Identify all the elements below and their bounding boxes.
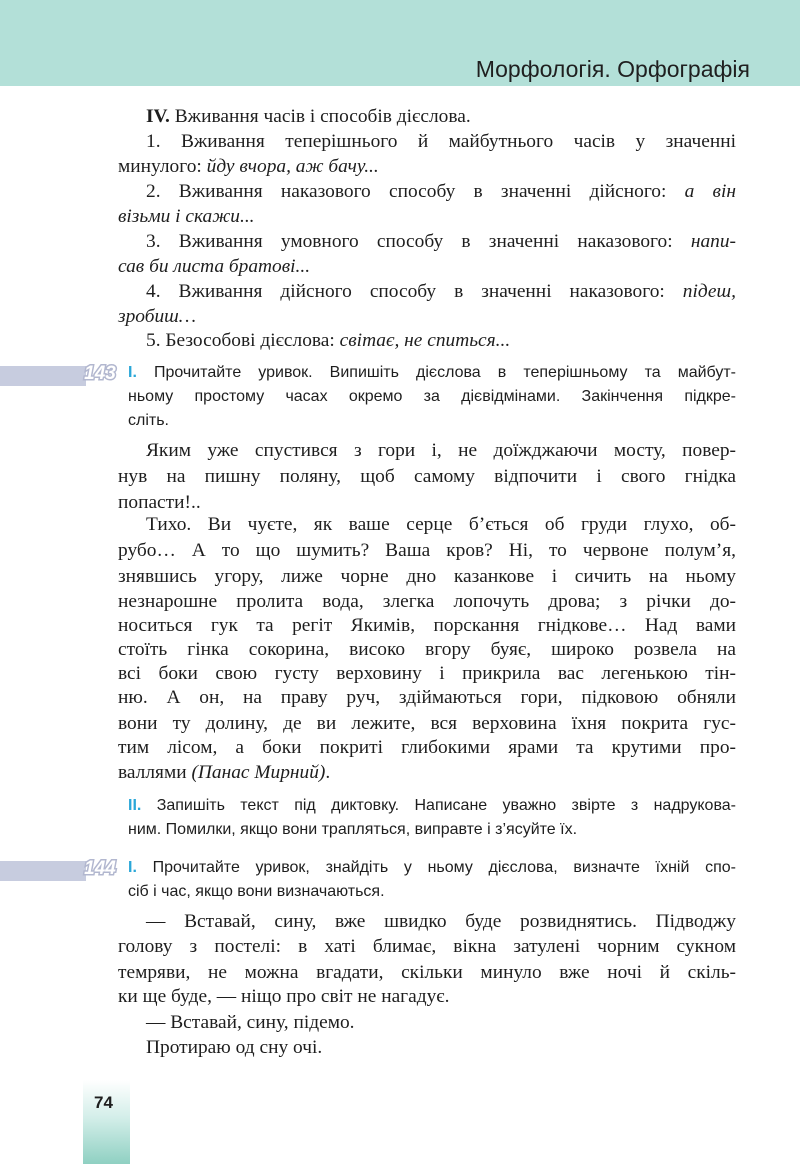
ex143-text-line: Яким уже спустився з гори і, не доїжджаючи мосту, повер- — [146, 440, 736, 461]
page-header-title: Морфологія. Орфографія — [475, 56, 750, 82]
ex144-task1-line2: сіб і час, якщо вони визначаються. — [128, 883, 385, 900]
ex144-text-line: Протираю од сну очі. — [146, 1037, 323, 1058]
section-iv-item1-line2: минулого: йду вчора, аж бачу... — [118, 156, 379, 177]
section-iv-item2-line1: 2. Вживання наказового способу в значенні дійсного: а він — [146, 181, 736, 202]
section-iv-item2-line2: візьми і скажи... — [118, 206, 255, 227]
ex143-text-line: Тихо. Ви чуєте, як ваше серце б’ється об груди глухо, об- — [146, 514, 736, 535]
ex143-text-last-line: валлями (Панас Мирний). — [118, 762, 331, 783]
section-iv-item1-line1: 1. Вживання теперішнього й майбутнього часів у значенні — [146, 131, 736, 152]
ex144-text-line: — Вставай, сину, підемо. — [146, 1012, 355, 1033]
section-iv-item4-line1: 4. Вживання дійсного способу в значенні наказового: підеш, — [146, 281, 736, 302]
ex143-text-line: знявшись угору, лиже чорне дно казанкове і сичить на ньому — [118, 566, 736, 587]
exercise-144-tag — [0, 861, 86, 881]
ex143-text-line: незнарошне пролита вода, злегка лопочуть дрова; з річки до- — [118, 591, 736, 612]
ex143-text-line: всі боки свою густу верховину і прикрила вас легенькою тін- — [118, 663, 736, 684]
ex143-text-line: рубо… А то що шумить? Ваша кров? Ні, то червоне полум’я, — [118, 540, 736, 561]
section-iv-item3-line1: 3. Вживання умовного способу в значенні наказового: напи- — [146, 231, 736, 252]
ex144-text-line: ки ще буде, — ніщо про світ не нагадує. — [118, 986, 450, 1007]
ex143-text-line: стоїть гінка сокорина, високо вгору буяє, широко розвела на — [118, 639, 736, 660]
ex143-text-line: ню. А он, на праву руч, здіймаються гори, підковою обняли — [118, 687, 736, 708]
section-iv-heading: IV. Вживання часів і способів дієслова. — [146, 106, 471, 127]
ex144-text-line: — Вставай, сину, вже швидко буде розвиднятись. Підводжу — [146, 911, 736, 932]
ex143-task1-line3: сліть. — [128, 412, 169, 429]
ex143-task1-line1: I. Прочитайте уривок. Випишіть дієслова в теперішньому та майбут- — [128, 364, 736, 381]
ex143-text-line: носиться гук та регіт Якимів, порскання гнідкове… Над вами — [118, 615, 736, 636]
section-iv-item5: 5. Безособові дієслова: світає, не спиться... — [146, 330, 511, 351]
ex143-text-line: вони ту долину, де ви лежите, вся верховина їхня покрита гус- — [118, 713, 736, 734]
ex143-task1-line2: ньому простому часах окремо за дієвідмінами. Закінчення підкре- — [128, 388, 736, 405]
ex144-text-line: темряви, не можна вгадати, скільки минуло вже ночі й скіль- — [118, 962, 736, 983]
section-iv-item4-line2: зробиш… — [118, 306, 197, 327]
ex143-task2-line2: ним. Помилки, якщо вони трапляться, виправте і з’ясуйте їх. — [128, 821, 578, 838]
exercise-144-number: 144 — [84, 858, 116, 879]
page-number: 74 — [94, 1093, 113, 1112]
exercise-143-tag — [0, 366, 86, 386]
ex143-text-line: нув на пишну поляну, щоб самому відпочити і свого гнідка — [118, 466, 736, 487]
ex144-text-line: голову з постелі: в хаті блимає, вікна затулені чорним сукном — [118, 936, 736, 957]
ex143-text-line: тим лісом, а боки покриті глибокими ярами та крутими про- — [118, 737, 736, 758]
section-iv-item3-line2: сав би листа братові... — [118, 256, 311, 277]
exercise-143-number: 143 — [84, 363, 116, 384]
ex143-text-line: попасти!.. — [118, 492, 201, 513]
ex143-task2-line1: II. Запишіть текст під диктовку. Написане уважно звірте з надрукова- — [128, 797, 736, 814]
ex144-task1-line1: I. Прочитайте уривок, знайдіть у ньому дієслова, визначте їхній спо- — [128, 859, 736, 876]
